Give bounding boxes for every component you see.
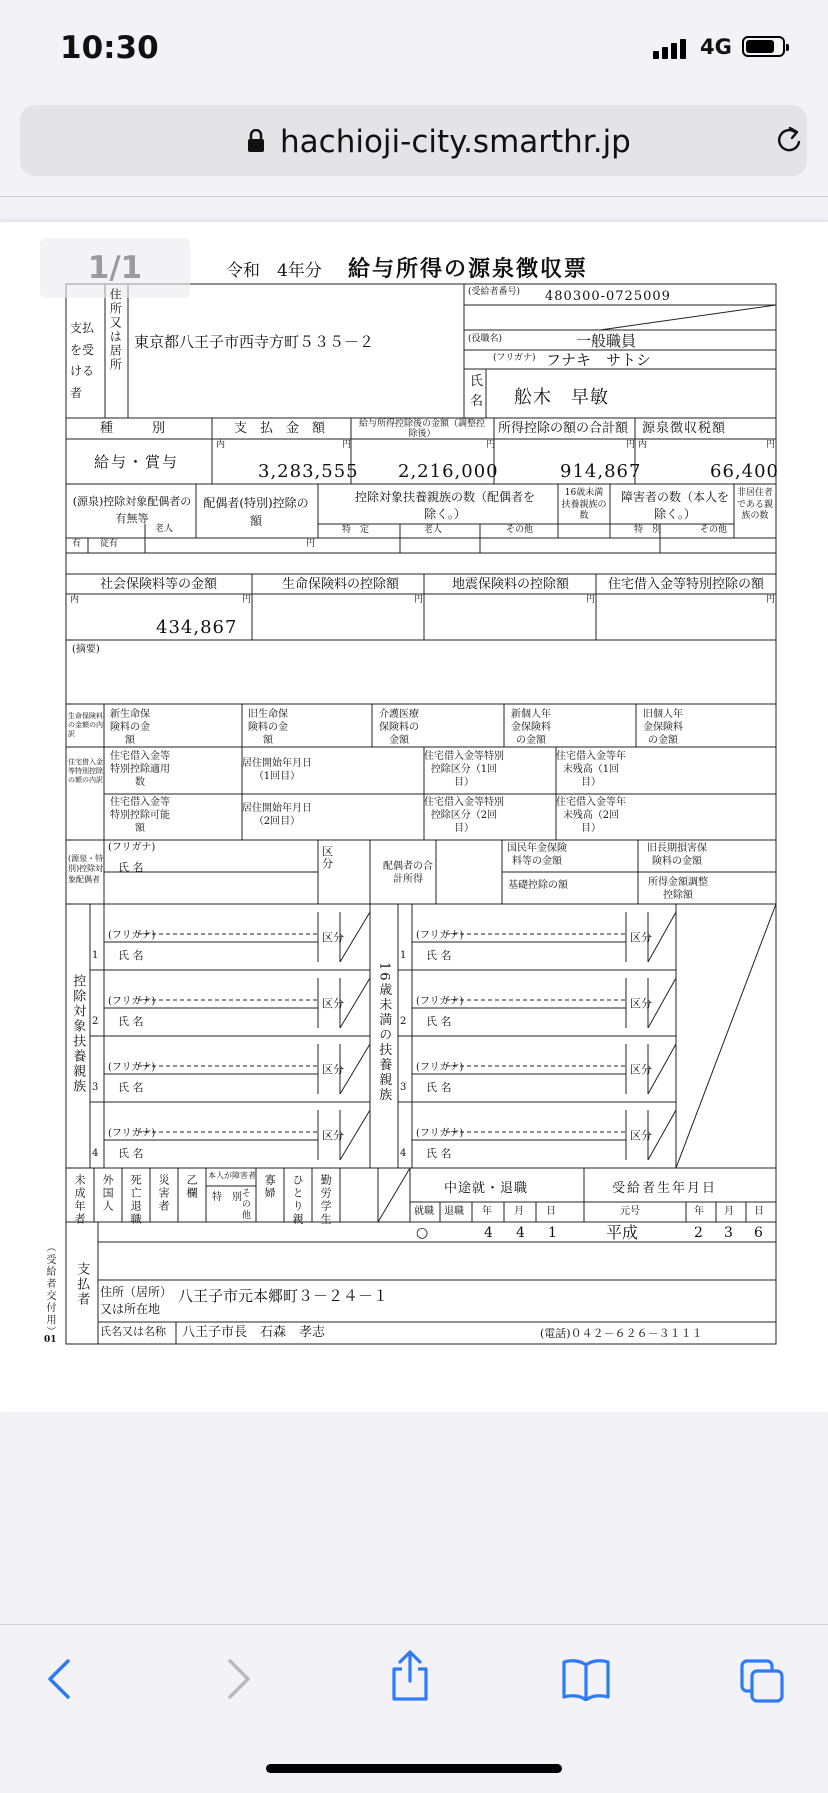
after-deduction-amount: 2,216,000 xyxy=(398,461,499,482)
income-type: 給与・賞与 xyxy=(94,453,180,471)
unit-yen: 円 xyxy=(486,440,496,450)
unit-yen: 円 xyxy=(626,440,636,450)
disabled-label: 障害者の数（本人を除く。） xyxy=(620,490,729,521)
payer-address-label: 住所（居所）又は所在地 xyxy=(100,1285,173,1316)
form-number: 01 xyxy=(44,1335,57,1345)
under16-vertical-label: 16歳未満の扶養親族 xyxy=(376,962,392,1103)
dependent-row-number: 1 xyxy=(92,950,99,961)
under16-label: 16歳未満扶養親族の数 xyxy=(561,488,607,522)
dependent-furigana-label: (フリガナ) xyxy=(416,1128,464,1139)
dependent-class-label: 区分 xyxy=(322,997,344,1010)
spouse-has-label: (源泉)控除対象配偶者の有無等 xyxy=(72,495,192,525)
nonresident-label: 非居住者である親族の数 xyxy=(736,488,773,522)
address-bar[interactable] xyxy=(20,105,807,176)
recipient-no-label: (受給者番号) xyxy=(468,287,521,297)
disaster-label: 災害者 xyxy=(157,1174,171,1213)
life-detail-label: 生命保険料の金額の内訳 xyxy=(68,712,103,739)
share-icon[interactable] xyxy=(388,1649,432,1703)
dependent-name-label: 氏 名 xyxy=(426,1147,452,1160)
month-label: 月 xyxy=(514,1206,524,1217)
col-deduction-total: 所得控除の額の合計額 xyxy=(498,421,629,436)
name-label: 氏名 xyxy=(470,374,484,409)
col-withholding: 源泉徴収税額 xyxy=(642,421,727,436)
dependent-furigana-label: (フリガナ) xyxy=(416,930,464,941)
social-ins-amount: 434,867 xyxy=(156,617,238,638)
year-label: 年 xyxy=(694,1206,704,1217)
working-student-label: 勤労学生 xyxy=(319,1174,333,1226)
hire-month: 4 xyxy=(516,1225,525,1241)
page-indicator: 1/1 xyxy=(40,238,190,298)
doc-era: 令和 4年分 xyxy=(226,261,322,281)
payee-label: 支払を受ける者 xyxy=(70,321,95,400)
month-label: 月 xyxy=(724,1206,734,1217)
housing-detail-label: 住宅借入金等特別控除の額の内訳 xyxy=(68,758,103,785)
spouse-class-label: 区分 xyxy=(322,845,333,871)
dependent-name-label: 氏 名 xyxy=(426,1015,452,1028)
life-ins-label: 生命保険料の控除額 xyxy=(282,577,400,592)
dependent-name-label: 氏 名 xyxy=(118,1147,144,1160)
payee-furigana: フナキ サトシ xyxy=(546,351,652,369)
unit-yen: 円 xyxy=(766,440,776,450)
dependent-row-number: 4 xyxy=(92,1148,99,1159)
unit-yen: 円 xyxy=(306,539,316,549)
doc-title: 給与所得の源泉徴収票 xyxy=(348,256,589,282)
elderly-label: 老人 xyxy=(155,524,174,534)
divider xyxy=(0,196,828,197)
birth-label: 受給者生年月日 xyxy=(612,1181,718,1196)
year-label: 年 xyxy=(482,1206,492,1217)
signal-icon xyxy=(653,39,689,59)
deceased-label: 死亡退職 xyxy=(129,1174,143,1226)
reload-icon[interactable] xyxy=(773,125,805,157)
day-label: 日 xyxy=(754,1206,764,1217)
unit-yen: 円 xyxy=(414,595,424,605)
dependent-furigana-label: (フリガナ) xyxy=(108,996,156,1007)
battery-icon xyxy=(742,36,785,57)
specific-label: 特 定 xyxy=(342,525,370,535)
spouse-section-label: (源泉・特別)控除対象配偶者 xyxy=(68,854,104,884)
book-icon[interactable] xyxy=(560,1657,612,1701)
dependent-row-number: 1 xyxy=(400,950,407,961)
quake-ins-label: 地震保険料の控除額 xyxy=(452,577,570,592)
spouse-furigana-label: (フリガナ) xyxy=(108,842,156,853)
payee-position: 一般職員 xyxy=(576,332,637,350)
other-label: その他 xyxy=(506,525,534,535)
single-parent-label: ひとり親 xyxy=(291,1174,305,1226)
payer-name: 八王子市長 石森 孝志 xyxy=(182,1325,326,1340)
housing-balance-2-label: 住宅借入金等年末残高（2回目） xyxy=(556,797,626,834)
address-label: 住所又は居所 xyxy=(108,288,123,372)
era-label: 元号 xyxy=(620,1206,640,1217)
new-life-label: 新生命保険料の金額 xyxy=(110,709,150,746)
hire-day: 1 xyxy=(548,1225,557,1241)
dependents-label: 控除対象扶養親族の数（配偶者を除く。） xyxy=(354,490,535,521)
dependent-name-label: 氏 名 xyxy=(118,1015,144,1028)
move-in-2-label: 居住開始年月日（2回目） xyxy=(242,803,312,827)
basic-deduction-label: 基礎控除の額 xyxy=(508,880,568,891)
network-type: 4G xyxy=(700,35,732,59)
elderly-label: 老人 xyxy=(424,525,443,535)
dependent-row-number: 4 xyxy=(400,1148,407,1159)
national-pension-label: 国民年金保険料等の金額 xyxy=(507,843,567,867)
mid-year-label: 中途就・退職 xyxy=(444,1181,529,1196)
payer-label: 支払者 xyxy=(74,1262,90,1307)
birth-year: 2 xyxy=(694,1225,703,1241)
recipient-no: 480300-0725009 xyxy=(545,289,671,304)
housing-possible-label: 住宅借入金等特別控除可能額 xyxy=(110,797,170,834)
unit-yen: 円 xyxy=(242,595,252,605)
forward-icon[interactable] xyxy=(222,1657,254,1701)
payer-name-label: 氏名又は名称 xyxy=(100,1325,166,1338)
payee-address: 東京都八王子市西寺方町５３５－２ xyxy=(134,333,375,351)
dependent-row-number: 3 xyxy=(400,1082,407,1093)
pdf-page xyxy=(0,222,828,1412)
other-label: その他 xyxy=(700,525,728,535)
birth-era: 平成 xyxy=(606,1223,639,1242)
retire-label: 退職 xyxy=(444,1206,464,1217)
payer-address: 八王子市元本郷町３－２４－１ xyxy=(178,1287,389,1305)
lock-icon xyxy=(247,129,265,153)
dependent-class-label: 区分 xyxy=(630,931,652,944)
otsu-label: 乙欄 xyxy=(185,1174,199,1200)
home-indicator xyxy=(266,1764,562,1773)
unit-yen: 円 xyxy=(766,595,776,605)
deduction-total-amount: 914,867 xyxy=(560,461,642,482)
summary-label: (摘要) xyxy=(72,644,100,655)
dependent-furigana-label: (フリガナ) xyxy=(108,1128,156,1139)
unit-inner: 内 xyxy=(638,440,648,450)
dependent-furigana-label: (フリガナ) xyxy=(108,930,156,941)
tabs-icon[interactable] xyxy=(738,1657,786,1705)
payer-phone: (電話)０４２－６２６－３１１１ xyxy=(540,1327,703,1340)
status-bar xyxy=(0,0,828,92)
col-type: 種 別 xyxy=(100,421,166,436)
unit-yen: 円 xyxy=(342,440,352,450)
dependent-class-label: 区分 xyxy=(630,1129,652,1142)
hire-label: 就職 xyxy=(414,1206,434,1217)
social-ins-label: 社会保険料等の金額 xyxy=(100,577,218,592)
old-pension-label: 旧個人年金保険料の金額 xyxy=(643,709,683,746)
unit-inner: 内 xyxy=(216,440,226,450)
dependent-class-label: 区分 xyxy=(630,1063,652,1076)
foreigner-label: 外国人 xyxy=(101,1174,115,1213)
move-in-1-label: 居住開始年月日（1回目） xyxy=(242,758,312,782)
dependents-vertical-label: 控除対象扶養親族 xyxy=(70,974,86,1094)
unit-yen: 円 xyxy=(586,595,596,605)
from-yes-label: 従有 xyxy=(100,539,119,549)
copy-label: （受給者交付用） xyxy=(44,1242,55,1338)
col-payment: 支 払 金 額 xyxy=(234,421,326,436)
dependent-class-label: 区分 xyxy=(322,931,344,944)
payment-amount: 3,283,555 xyxy=(258,461,359,482)
position-label: (役職名) xyxy=(468,334,503,344)
minor-label: 未成年者 xyxy=(73,1174,87,1226)
dependent-name-label: 氏 名 xyxy=(426,1081,452,1094)
dependent-class-label: 区分 xyxy=(322,1129,344,1142)
dependent-name-label: 氏 名 xyxy=(118,949,144,962)
housing-label: 住宅借入金等特別控除の額 xyxy=(608,577,765,592)
dependent-row-number: 2 xyxy=(400,1016,407,1027)
housing-applicable-label: 住宅借入金等特別控除適用数 xyxy=(110,751,170,788)
birth-month: 3 xyxy=(724,1225,733,1241)
self-disabled-label: 本人が障害者 xyxy=(208,1171,256,1180)
dependent-class-label: 区分 xyxy=(322,1063,344,1076)
dependent-name-label: 氏 名 xyxy=(118,1081,144,1094)
widow-label: 寡婦 xyxy=(263,1174,277,1200)
dependent-row-number: 3 xyxy=(92,1082,99,1093)
housing-class-1-label: 住宅借入金等特別控除区分（1回目） xyxy=(424,751,504,788)
dependent-class-label: 区分 xyxy=(630,997,652,1010)
birth-day: 6 xyxy=(754,1225,763,1241)
dependent-furigana-label: (フリガナ) xyxy=(416,1062,464,1073)
other-label: その他 xyxy=(239,1188,250,1221)
special-label: 特 別 xyxy=(634,525,662,535)
housing-class-2-label: 住宅借入金等特別控除区分（2回目） xyxy=(424,797,504,834)
payee-name: 舩木 早敏 xyxy=(514,387,609,408)
housing-balance-1-label: 住宅借入金等年末残高（1回目） xyxy=(556,751,626,788)
furigana-label: (フリガナ) xyxy=(493,353,536,363)
income-adjust-label: 所得金額調整控除額 xyxy=(648,877,708,901)
spouse-name-label: 氏 名 xyxy=(118,861,144,874)
url-text: hachioji-city.smarthr.jp xyxy=(280,124,631,160)
old-life-label: 旧生命保険料の金額 xyxy=(248,709,288,746)
yes-label: 有 xyxy=(72,539,82,549)
back-icon[interactable] xyxy=(44,1657,76,1701)
special-label: 特 別 xyxy=(212,1192,242,1203)
hire-year: 4 xyxy=(484,1225,493,1241)
withholding-amount: 66,400 xyxy=(710,461,779,482)
hire-mark: ○ xyxy=(416,1225,429,1241)
dependent-row-number: 2 xyxy=(92,1016,99,1027)
status-time: 10:30 xyxy=(60,30,159,66)
new-pension-label: 新個人年金保険料の金額 xyxy=(511,709,551,746)
dependent-furigana-label: (フリガナ) xyxy=(416,996,464,1007)
col-after-deduction: 給与所得控除後の金額（調整控除後） xyxy=(358,419,485,439)
day-label: 日 xyxy=(546,1206,556,1217)
dependent-name-label: 氏 名 xyxy=(426,949,452,962)
spouse-deduction-label: 配偶者(特別)控除の額 xyxy=(203,496,309,528)
unit-inner: 内 xyxy=(70,595,80,605)
dependent-furigana-label: (フリガナ) xyxy=(108,1062,156,1073)
care-med-label: 介護医療保険料の金額 xyxy=(379,709,419,746)
old-long-term-label: 旧長期損害保険料の金額 xyxy=(647,843,707,867)
spouse-income-label: 配偶者の合計所得 xyxy=(383,861,433,885)
